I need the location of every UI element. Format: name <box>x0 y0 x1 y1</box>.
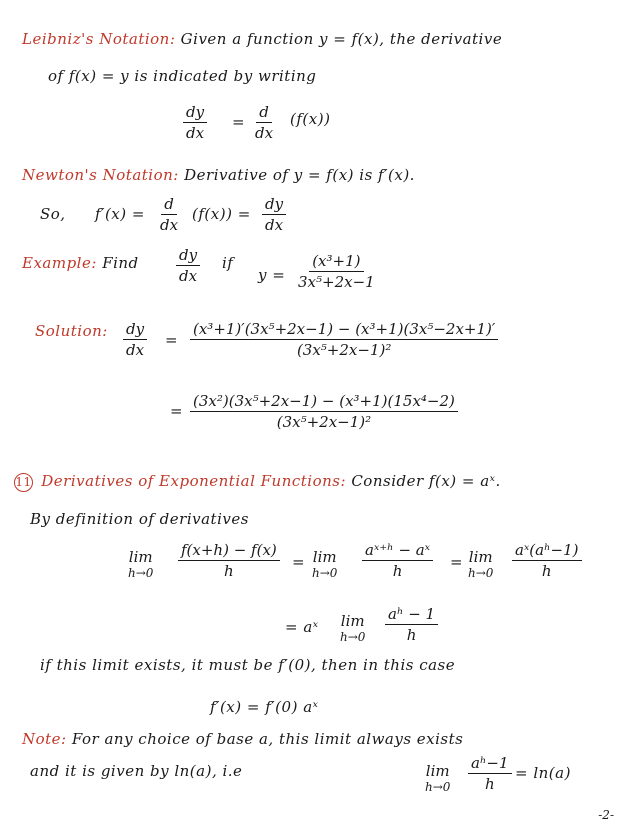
leibniz-frac-ddx <box>255 103 273 142</box>
solution-eq1: = <box>165 331 179 349</box>
solution-eq2: = <box>170 402 184 420</box>
solution-step1-num: (x³+1)′(3x⁵+2x−1) − (x³+1)(3x⁵−2x+1)′ <box>190 320 498 340</box>
note-text1: For any choice of base a, this limit always exists <box>71 730 464 748</box>
lim-4-word: lim <box>340 612 365 630</box>
result-formula: f′(x) = f′(0) aˣ <box>210 698 319 716</box>
def-frac-2-den: h <box>392 562 403 580</box>
example-frac-y <box>298 252 375 291</box>
section-number-badge: 11 <box>14 473 33 492</box>
lim-4 <box>340 612 365 644</box>
newton-line1 <box>22 166 415 184</box>
def-frac-1-num: f(x+h) − f(x) <box>178 541 280 561</box>
lim-2-sub: h→0 <box>312 566 338 580</box>
exponential-line <box>14 472 501 492</box>
def-frac-4-num: aʰ − 1 <box>385 605 438 625</box>
leibniz-frac-dydx <box>183 103 207 142</box>
def-frac-3-num: aˣ(aʰ−1) <box>512 541 582 561</box>
def-frac-4-den: h <box>406 626 417 644</box>
lim-3-word: lim <box>468 548 493 566</box>
newton-so-lhs: f′(x) = <box>95 205 145 223</box>
def-frac-1-den: h <box>224 562 234 580</box>
exists-line: if this limit exists, it must be f′(0), then in this case <box>40 656 456 674</box>
lim-3-sub: h→0 <box>468 566 494 580</box>
note-frac-num: aʰ−1 <box>468 754 512 774</box>
exponential-consider: Consider f(x) = aˣ. <box>351 472 501 490</box>
leibniz-eq-sign: = <box>232 113 246 131</box>
newton-frac-dydx <box>262 195 286 234</box>
solution-frac1-num: dy <box>123 320 147 340</box>
def-frac-4 <box>385 605 438 644</box>
def-frac-2 <box>362 541 433 580</box>
example-frac1-num: dy <box>176 246 200 266</box>
solution-step1-frac <box>190 320 498 359</box>
lim-1 <box>128 548 153 580</box>
solution-step2-num: (3x²)(3x⁵+2x−1) − (x³+1)(15x⁴−2) <box>190 392 458 412</box>
leibniz-heading: Leibniz's Notation: <box>22 30 176 48</box>
def-frac-3-den: h <box>541 562 552 580</box>
lim-2-word: lim <box>312 548 337 566</box>
newton-frac2-num: dy <box>262 195 286 215</box>
leibniz-frac1-num: dy <box>183 103 207 123</box>
note-frac <box>468 754 512 793</box>
newton-frac-ddx <box>160 195 178 234</box>
newton-frac1-num: d <box>161 195 177 215</box>
note-result: = ln(a) <box>515 764 571 782</box>
note-lim-sub: h→0 <box>425 780 451 794</box>
def-ax: = aˣ <box>285 618 319 636</box>
exponential-by-def: By definition of derivatives <box>30 510 249 528</box>
def-frac-3 <box>512 541 582 580</box>
def-eq-2: = <box>450 553 464 571</box>
solution-step2-den: (3x⁵+2x−1)² <box>276 413 372 431</box>
newton-text1: Derivative of y = f(x) is f′(x). <box>184 166 415 184</box>
newton-heading: Newton's Notation: <box>22 166 179 184</box>
newton-frac1-den: dx <box>160 216 179 234</box>
note-frac-den: h <box>484 775 495 793</box>
example-y-den: 3x⁵+2x−1 <box>298 273 375 291</box>
lim-1-sub: h→0 <box>128 566 154 580</box>
note-label: Note: <box>22 730 67 748</box>
note-lim-word: lim <box>425 762 450 780</box>
newton-frac2-den: dx <box>265 216 284 234</box>
page-number: -2- <box>598 808 614 822</box>
solution-heading: Solution: <box>35 322 108 340</box>
example-frac1-den: dx <box>179 267 198 285</box>
note-line1 <box>22 730 463 748</box>
leibniz-arg: (f(x)) <box>290 110 331 128</box>
lim-2 <box>312 548 337 580</box>
lim-4-sub: h→0 <box>340 630 366 644</box>
lim-1-word: lim <box>128 548 153 566</box>
note-lim <box>425 762 450 794</box>
example-if: if <box>222 254 234 272</box>
def-frac-1 <box>178 541 280 580</box>
lim-3 <box>468 548 493 580</box>
example-y-lhs: y = <box>258 266 286 284</box>
newton-so-mid: (f(x)) = <box>192 205 251 223</box>
leibniz-text1: Given a function y = f(x), the derivative <box>180 30 503 48</box>
leibniz-frac2-den: dx <box>255 124 274 142</box>
leibniz-frac2-num: d <box>256 103 272 123</box>
solution-step1-den: (3x⁵+2x−1)² <box>296 341 392 359</box>
leibniz-frac1-den: dx <box>186 124 205 142</box>
example-y-num: (x³+1) <box>309 252 363 272</box>
example-heading: Example: <box>22 254 97 272</box>
exponential-heading: Derivatives of Exponential Functions: <box>41 472 347 490</box>
leibniz-line2: of f(x) = y is indicated by writing <box>48 67 317 85</box>
newton-so-label: So, <box>40 205 66 223</box>
leibniz-line1 <box>22 30 502 48</box>
note-line2: and it is given by ln(a), i.e <box>30 762 243 780</box>
solution-frac1-den: dx <box>126 341 145 359</box>
example-line <box>22 254 139 272</box>
solution-frac-dydx <box>123 320 147 359</box>
def-frac-2-num: aˣ⁺ʰ − aˣ <box>362 541 433 561</box>
solution-step2-frac <box>190 392 458 431</box>
def-eq-1: = <box>292 553 306 571</box>
example-find: Find <box>102 254 139 272</box>
example-frac-dydx <box>176 246 200 285</box>
